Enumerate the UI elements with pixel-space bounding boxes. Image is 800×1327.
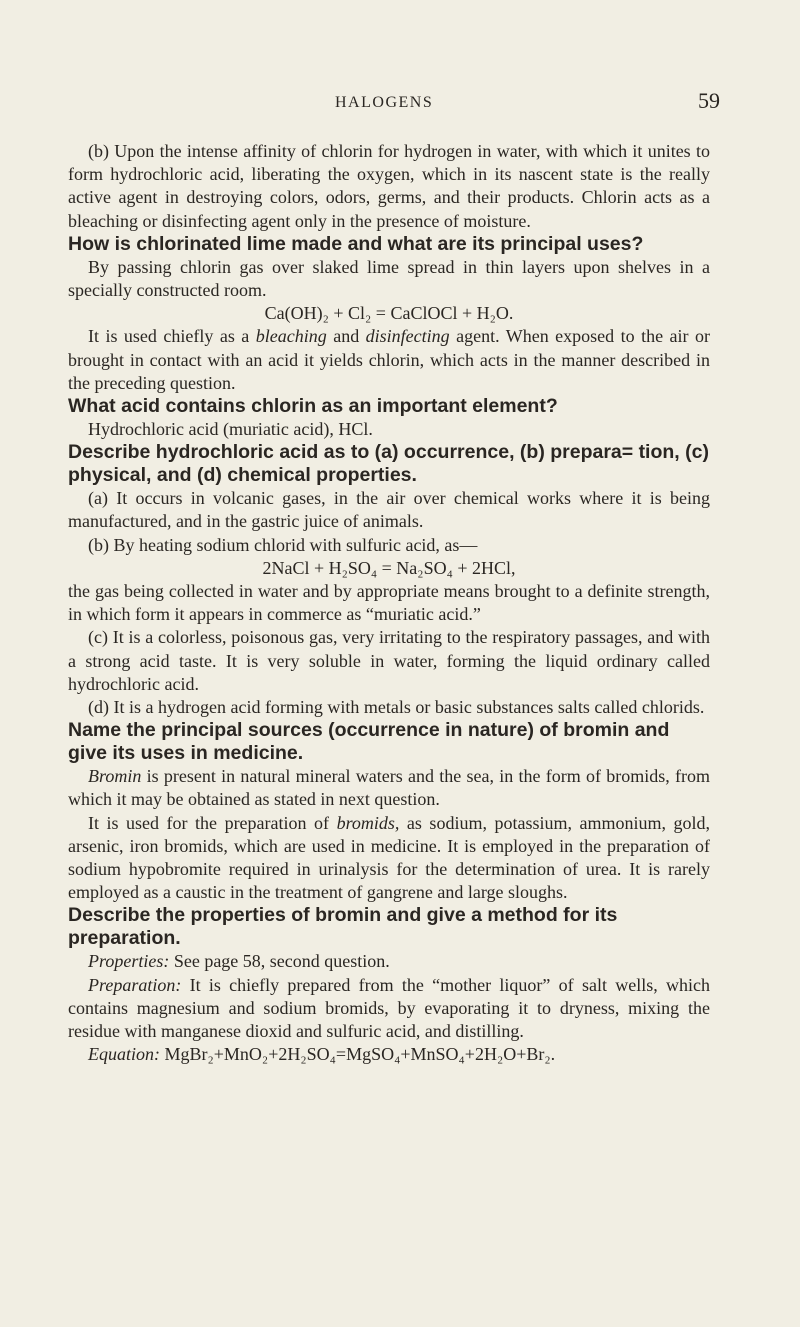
question-hydrochloric-acid: Describe hydrochloric acid as to (a) occurrence, (b) prepara= tion, (c) physical, and (d) chemical properties. — [68, 441, 709, 487]
answer-hcl-b: (b) By heating sodium chlorid with sulfuric acid, as— — [88, 534, 478, 555]
page-body — [68, 140, 710, 1067]
text-run: as sodium, potassium, ammonium, gold, arsenic, iron bromids, which are used in medicine. It is employed in the preparation of sodium hypobromite required in urinalysis for the determination of urea. It is rarely employed as a caustic in the treatment of gangrene and large sloughs. — [68, 812, 710, 903]
label-properties: Properties: — [88, 951, 170, 972]
answer-hcl-a: (a) It occurs in volcanic gases, in the air over chemical works where it is being manufactured, and in the gastric juice of animals. — [68, 488, 710, 532]
answer-hcl-d: (d) It is a hydrogen acid forming with metals or basic substances salts called chlorids. — [88, 697, 705, 718]
answer-bromin-sources-1 — [68, 765, 710, 811]
label-preparation: Preparation: — [88, 974, 182, 995]
text-run: and — [326, 326, 366, 347]
answer-chlorin-acid: Hydrochloric acid (muriatic acid), HCl. — [88, 419, 373, 440]
equation-chlorinated-lime: Ca(OH)₂ + Cl₂ = CaClOCl + H₂O. — [264, 303, 514, 324]
text-run: is present in natural mineral waters and the sea, in the form of bromids, from which it may be obtained as stated in next question. — [68, 766, 710, 810]
text-run: See page 58, second question. — [169, 951, 390, 972]
text-run: It is used for the preparation of — [88, 812, 337, 833]
page-header — [0, 88, 800, 118]
emphasis-bromin: Bromin — [88, 766, 142, 787]
answer-bromin-equation — [68, 1043, 710, 1066]
answer-chlorinated-lime-1: By passing chlorin gas over slaked lime spread in thin layers upon shelves in a specially constructed room. — [68, 256, 710, 301]
label-equation: Equation: — [88, 1044, 160, 1065]
text-run: It is chiefly prepared from the “mother liquor” of salt wells, which contains magnesium and sodium bromids, by evaporating it to dryness, mixing the residue with manganese dioxid and sulfuric acid, and distilling. — [68, 974, 710, 1042]
answer-bromin-properties — [68, 950, 710, 973]
answer-hcl-b-cont: the gas being collected in water and by appropriate means brought to a definite strength, in which form it appears in commerce as “muriatic acid.” — [68, 581, 710, 625]
question-chlorinated-lime: How is chlorinated lime made and what are its principal uses? — [68, 232, 644, 255]
page-number: 59 — [698, 88, 720, 113]
emphasis-bleaching: bleaching — [255, 326, 327, 347]
emphasis-bromids: bromids, — [336, 812, 400, 833]
paragraph-b-intro: (b) Upon the intense affinity of chlorin for hydrogen in water, with which it unites to form hydrochloric acid, liberating the oxygen, which in its nascent state is the really active agent in destroying colors, odors, germs, and their products. Chlorin acts as a bleaching or disinfecting agent only in the presence of moisture. — [68, 141, 710, 231]
answer-bromin-sources-2 — [68, 812, 710, 905]
running-title: HALOGENS — [335, 94, 434, 111]
question-chlorin-acid: What acid contains chlorin as an important element? — [68, 395, 558, 418]
question-bromin-properties: Describe the properties of bromin and give a method for its preparation. — [68, 904, 618, 950]
emphasis-disinfecting: disinfecting — [365, 326, 450, 347]
equation-bromin: MgBr₂+MnO₂+2H₂SO₄=MgSO₄+MnSO₄+2H₂O+Br₂. — [160, 1044, 556, 1065]
text-run: It is used chiefly as a — [88, 326, 256, 347]
answer-chlorinated-lime-2 — [68, 325, 710, 395]
equation-hcl: 2NaCl + H₂SO₄ = Na₂SO₄ + 2HCl, — [262, 557, 516, 578]
question-bromin-sources: Name the principal sources (occurrence in nature) of bromin and give its uses in medicine. — [68, 719, 670, 765]
answer-hcl-c: (c) It is a colorless, poisonous gas, very irritating to the respiratory passages, and with a strong acid taste. It is very soluble in water, forming the liquid ordinary called hydrochloric acid. — [68, 627, 710, 694]
answer-bromin-preparation — [68, 974, 710, 1044]
text-run: agent. When exposed to the air or brought in contact with an acid it yields chlorin, which acts in the manner described in the preceding question. — [68, 326, 710, 393]
